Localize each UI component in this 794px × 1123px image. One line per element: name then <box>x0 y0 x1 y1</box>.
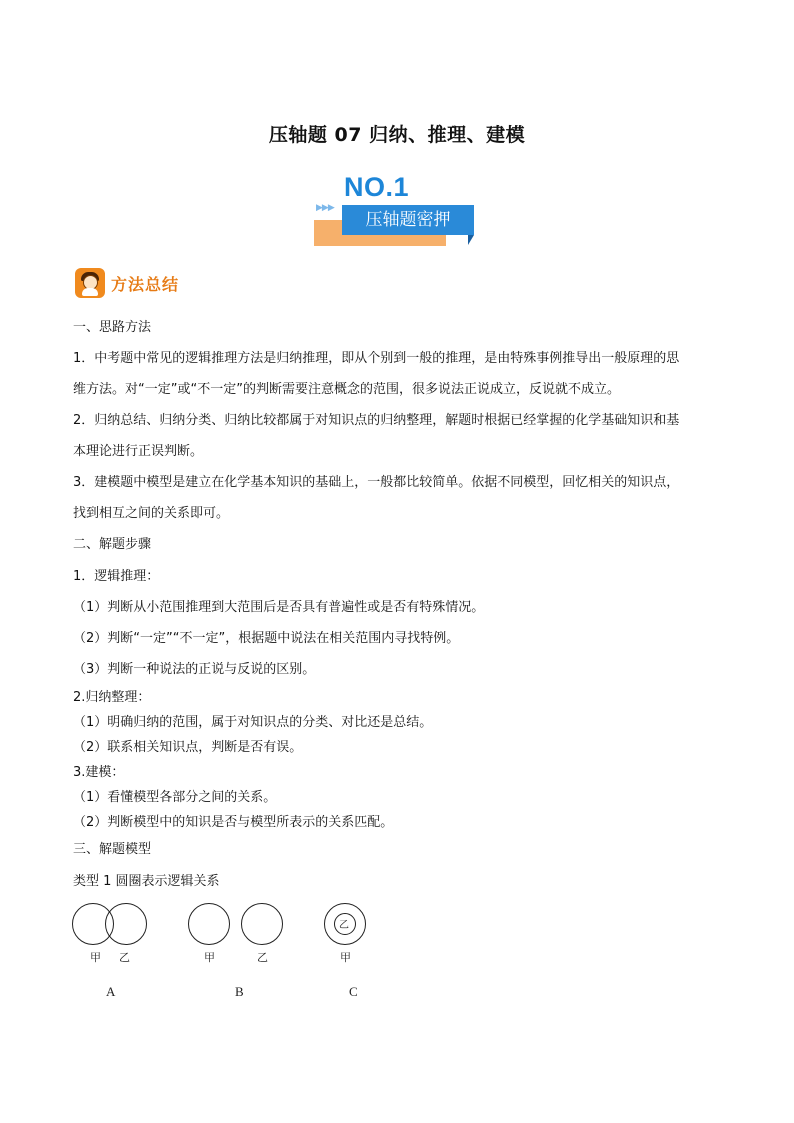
paragraph-line: （1）判断从小范围推理到大范围后是否具有普遍性或是否有特殊情况。 <box>73 600 485 615</box>
paragraph-line: 2．归纳总结、归纳分类、归纳比较都属于对知识点的归纳整理，解题时根据已经掌握的化学基础知识和基 <box>73 413 680 428</box>
badge-fold <box>468 235 474 245</box>
badge-arrows-icon: ▶▶▶ <box>316 203 334 213</box>
badge-label: 压轴题密押 <box>342 205 474 235</box>
heading-steps: 二、解题步骤 <box>73 537 152 552</box>
section-badge <box>314 172 478 248</box>
paragraph-line: 找到相互之间的关系即可。 <box>73 506 230 521</box>
heading-approach: 一、思路方法 <box>73 320 152 335</box>
label-jia: 甲 <box>204 951 215 964</box>
label-yi: 乙 <box>119 951 130 964</box>
paragraph-line: （1）看懂模型各部分之间的关系。 <box>73 790 277 805</box>
paragraph-line: 本理论进行正误判断。 <box>73 444 204 459</box>
paragraph-line: 维方法。对“一定”或“不一定”的判断需要注意概念的范围，很多说法正说成立，反说就不成立。 <box>73 382 620 397</box>
label-jia: 甲 <box>340 951 351 964</box>
label-yi: 乙 <box>257 951 268 964</box>
page-title: 压轴题 07 归纳、推理、建模 <box>268 124 526 146</box>
label-yi-inner: 乙 <box>339 920 349 931</box>
circle-yi <box>241 903 283 945</box>
option-letter: B <box>235 984 244 999</box>
teacher-icon <box>75 268 105 298</box>
paragraph-line: 3．建模题中模型是建立在化学基本知识的基础上，一般都比较简单。依据不同模型，回忆相关的知识点， <box>73 475 680 490</box>
label-jia: 甲 <box>90 951 101 964</box>
option-letter: A <box>106 984 116 999</box>
paragraph-line: （2）联系相关知识点，判断是否有误。 <box>73 740 303 755</box>
diagram-c-nested <box>324 903 384 1003</box>
circle-jia <box>188 903 230 945</box>
diagram-a-overlapping <box>72 903 152 1003</box>
option-letter: C <box>349 984 358 999</box>
paragraph-line: （3）判断一种说法的正说与反说的区别。 <box>73 662 316 677</box>
paragraph-line: 类型 1 圆圈表示逻辑关系 <box>73 874 220 889</box>
method-summary-label: 方法总结 <box>111 275 180 294</box>
paragraph-line: （1）明确归纳的范围，属于对知识点的分类、对比还是总结。 <box>73 715 433 730</box>
heading-models: 三、解题模型 <box>73 842 152 857</box>
circle-yi <box>105 903 147 945</box>
paragraph-line: （2）判断“一定”“不一定”，根据题中说法在相关范围内寻找特例。 <box>73 631 460 646</box>
paragraph-line: 1．中考题中常见的逻辑推理方法是归纳推理，即从个别到一般的推理，是由特殊事例推导出一般原理的思 <box>73 351 680 366</box>
paragraph-line: 1．逻辑推理： <box>73 569 160 584</box>
badge-number: NO.1 <box>344 172 410 202</box>
paragraph-line: 3.建模： <box>73 765 125 780</box>
paragraph-line: （2）判断模型中的知识是否与模型所表示的关系匹配。 <box>73 815 394 830</box>
diagram-b-separate <box>188 903 288 1003</box>
paragraph-line: 2.归纳整理： <box>73 690 151 705</box>
